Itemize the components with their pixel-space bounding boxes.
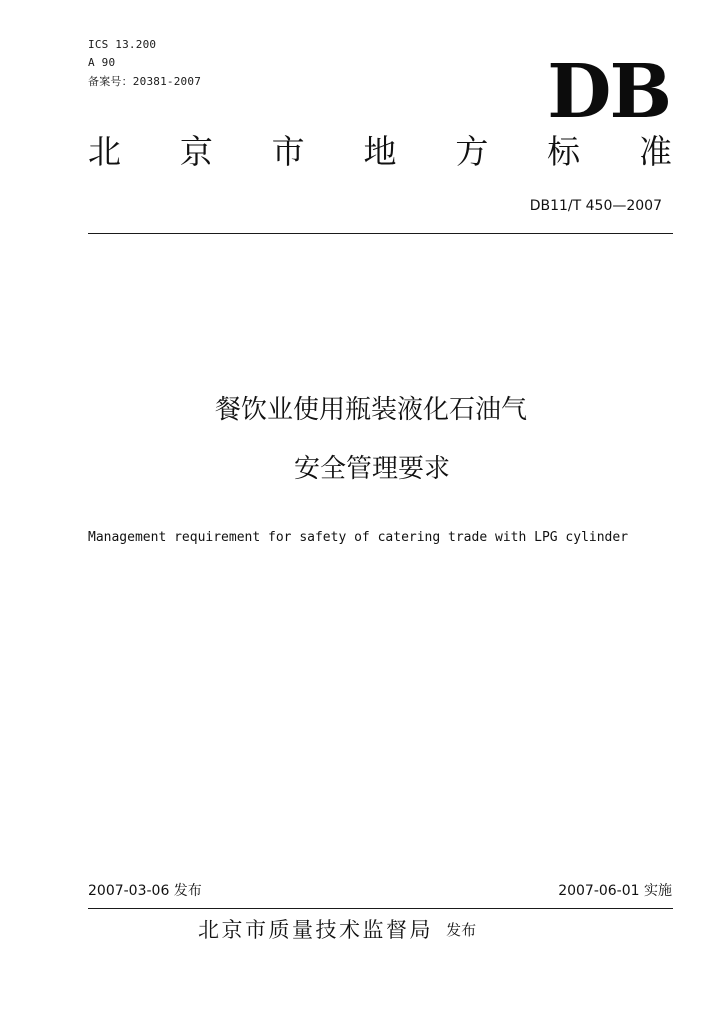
- implementation-date: 2007-06-01 实施: [558, 883, 672, 899]
- english-title: Management requirement for safety of catering trade with LPG cylinder: [88, 530, 629, 545]
- standard-name-char: 地: [363, 132, 397, 171]
- title-line-1: 餐饮业使用瓶装液化石油气: [214, 395, 527, 425]
- standard-name-char: 方: [455, 132, 489, 171]
- standard-name-char: 市: [271, 132, 305, 171]
- record-number: 备案号：20381-2007: [88, 75, 202, 88]
- standard-number: DB11/T 450—2007: [529, 198, 662, 214]
- publish-action: 发布: [446, 921, 477, 939]
- title-line-2: 安全管理要求: [293, 454, 450, 484]
- issue-date: 2007-03-06 发布: [88, 883, 202, 899]
- publisher: [198, 916, 476, 944]
- standard-name-char: 京: [179, 132, 213, 171]
- db-logo: DB: [547, 49, 670, 135]
- classification-code: A 90: [88, 56, 116, 69]
- footer-divider: [88, 908, 673, 909]
- standard-name-char: 准: [638, 132, 672, 171]
- ics-code: ICS 13.200: [88, 38, 157, 51]
- standard-name: [88, 130, 672, 174]
- standard-name-char: 标: [547, 132, 581, 171]
- header-divider: [88, 233, 673, 234]
- publisher-name: 北京市质量技术监督局: [198, 918, 433, 942]
- standard-name-char: 北: [88, 132, 121, 171]
